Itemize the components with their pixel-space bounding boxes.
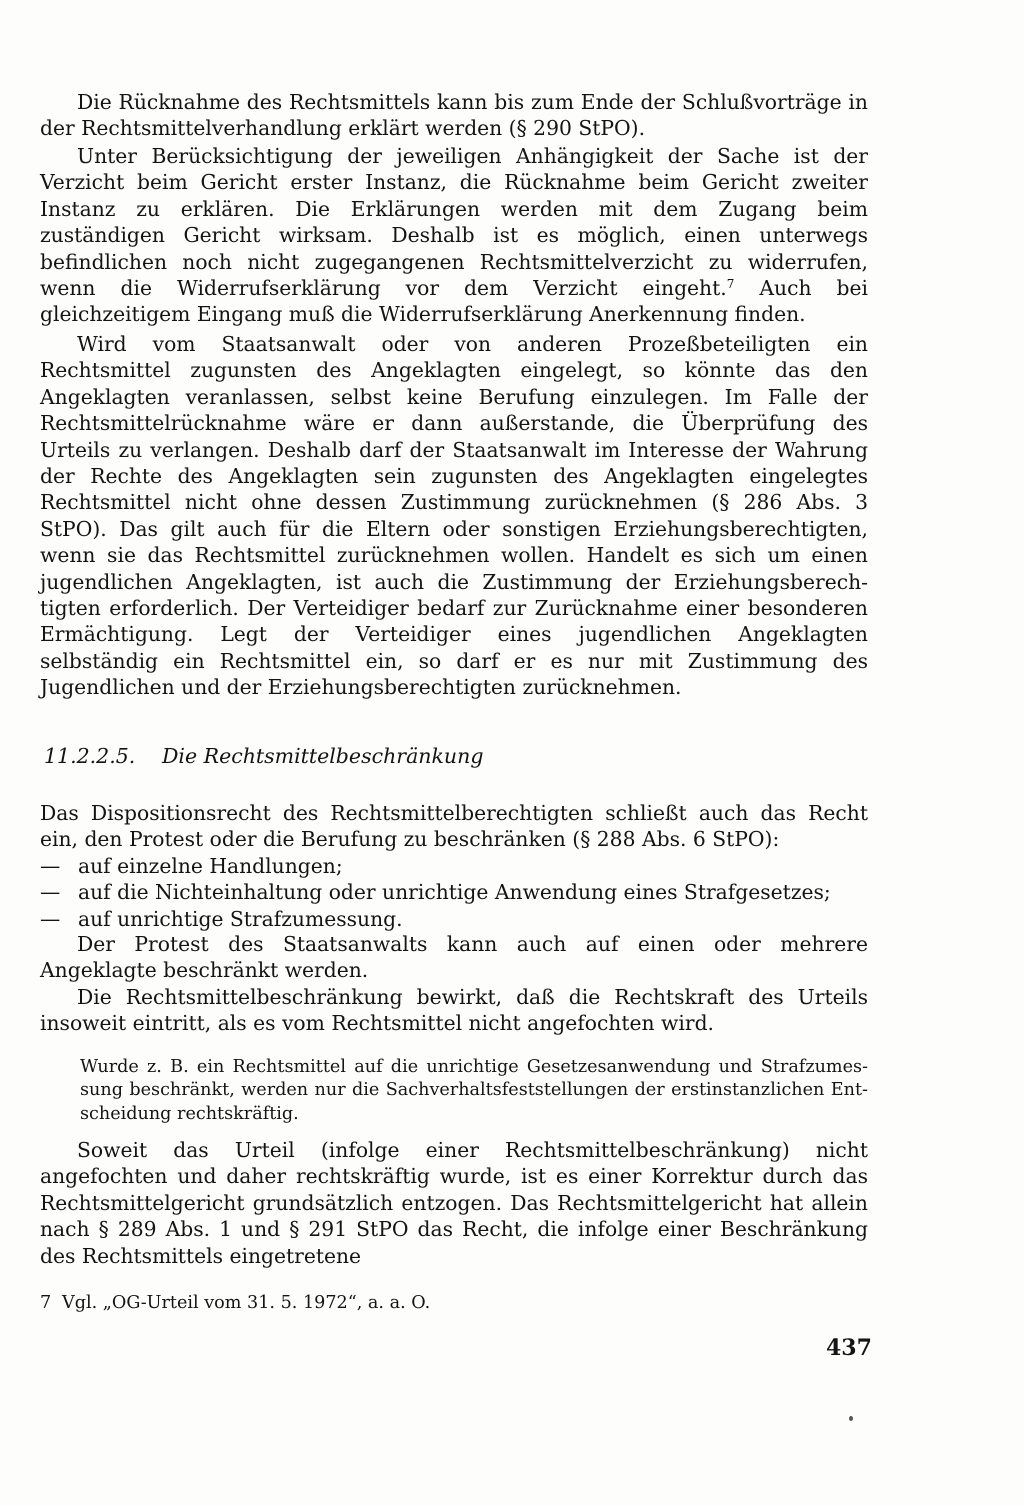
restriction-list — [40, 853, 868, 932]
paragraph-verzicht-widerruf — [40, 143, 868, 328]
footnote — [40, 1291, 430, 1315]
example-note: Wurde z. B. ein Rechtsmittel auf die unrichtige Gesetzesanwendung und Strafzumessung beschränkt, werden nur die Sachverhaltsfeststellungen der erstinstanzlichen Entscheidung rechtskräftig. — [80, 1057, 868, 1124]
section-title: Die Rechtsmittelbeschränkung — [162, 744, 484, 768]
paragraph-text: Auch bei gleichzeitigem Eingang muß die Widerrufserklärung Anerkennung finden. — [40, 276, 868, 327]
page-number: 437 — [826, 1335, 872, 1361]
list-item — [40, 879, 868, 905]
section-number: 11.2.2.5. — [44, 744, 136, 768]
paragraph-ruecknahme-frist: Die Rücknahme des Rechtsmittels kann bis zum Ende der Schlußvorträge in der Rechtsmittelverhandlung erklärt werden (§ 290 StPO). — [40, 90, 868, 141]
paragraph-text: Unter Berücksichtigung der jeweiligen Anhängigkeit der Sache ist der Verzicht beim Gericht erster Instanz, die Rücknahme beim Gericht zweiter Instanz zu erklären. Die Erklärungen werden mit dem Zugang beim zuständigen Gericht wirksam. Deshalb ist es möglich, einen unterwegs befindlichen noch nicht zugegangenen Rechtsmittelverzicht zu widerrufen, wenn die Widerrufserklärung vor dem Verzicht eingeht. — [40, 144, 868, 301]
paragraph-rechtskraft: Die Rechtsmittelbeschränkung bewirkt, daß die Rechtskraft des Urteils insoweit eintritt, als es vom Rechtsmittel nicht angefochten wird. — [40, 985, 868, 1036]
list-item-text: auf die Nichteinhaltung oder unrichtige Anwendung eines Strafgesetzes; — [78, 880, 831, 905]
list-item — [40, 906, 868, 932]
dash-bullet: — — [40, 854, 61, 878]
section-heading — [44, 742, 483, 770]
paragraph-protest-beschraenkung: Der Protest des Staatsanwalts kann auch auf einen oder mehrere Angeklagte beschränkt werden. — [40, 932, 868, 983]
footnote-text: Vgl. „OG-Urteil vom 31. 5. 1972“, a. a. O. — [62, 1293, 431, 1313]
dash-bullet: — — [40, 906, 61, 931]
list-item — [40, 853, 868, 879]
scan-speck — [849, 1416, 853, 1421]
footnote-number: 7 — [40, 1293, 52, 1313]
dash-bullet: — — [40, 880, 61, 905]
footnote-reference: 7 — [726, 277, 735, 292]
list-item-text: auf einzelne Handlungen; — [78, 854, 343, 878]
paragraph-dispositionsrecht: Das Dispositionsrecht des Rechtsmittelberechtigten schließt auch das Recht ein, den Protest oder die Berufung zu beschränken (§ 288 Abs. 6 StPO): — [40, 801, 868, 852]
list-item-text: auf unrichtige Strafzumessung. — [78, 906, 403, 931]
paragraph-staatsanwalt-ruecknahme: Wird vom Staatsanwalt oder von anderen Prozeßbeteiligten ein Rechtsmittel zugunsten des Angeklagten eingelegt, so könnte das den Angeklagten veranlassen, selbst keine Berufung einzulegen. Im Falle der Rechtsmittelrücknahme wäre er dann außerstande, die Überprüfung des Urteils zu verlangen. Deshalb darf der Staatsanwalt im Interesse der Wahrung der Rechte des Angeklagten sein zugunsten des Angeklagten eingelegtes Rechtsmittel nicht ohne dessen Zustimmung zurücknehmen (§ 286 Abs. 3 StPO). Das gilt auch für die Eltern oder sonstigen Erziehungsberechtigten, wenn sie das Rechtsmittel zurücknehmen wollen. Handelt es sich um einen jugendlichen Angeklagten, ist auch die Zustimmung der Erziehungsberechtigten erforderlich. Der Verteidiger bedarf zur Zurücknahme einer besonderen Ermächtigung. Legt der Verteidiger eines jugendlichen Angeklagten selbständig ein Rechtsmittel ein, so darf er es nur mit Zustimmung des Jugendlichen und der Erziehungsberechtigten zurücknehmen. — [40, 332, 868, 700]
paragraph-korrektur: Soweit das Urteil (infolge einer Rechtsmittelbeschränkung) nicht angefochten und daher rechtskräftig wurde, ist es einer Korrektur durch das Rechtsmittelgericht grundsätzlich entzogen. Das Rechtsmittelgericht hat allein nach § 289 Abs. 1 und § 291 StPO das Recht, die infolge einer Beschränkung des Rechtsmittels eingetretene — [40, 1138, 868, 1268]
